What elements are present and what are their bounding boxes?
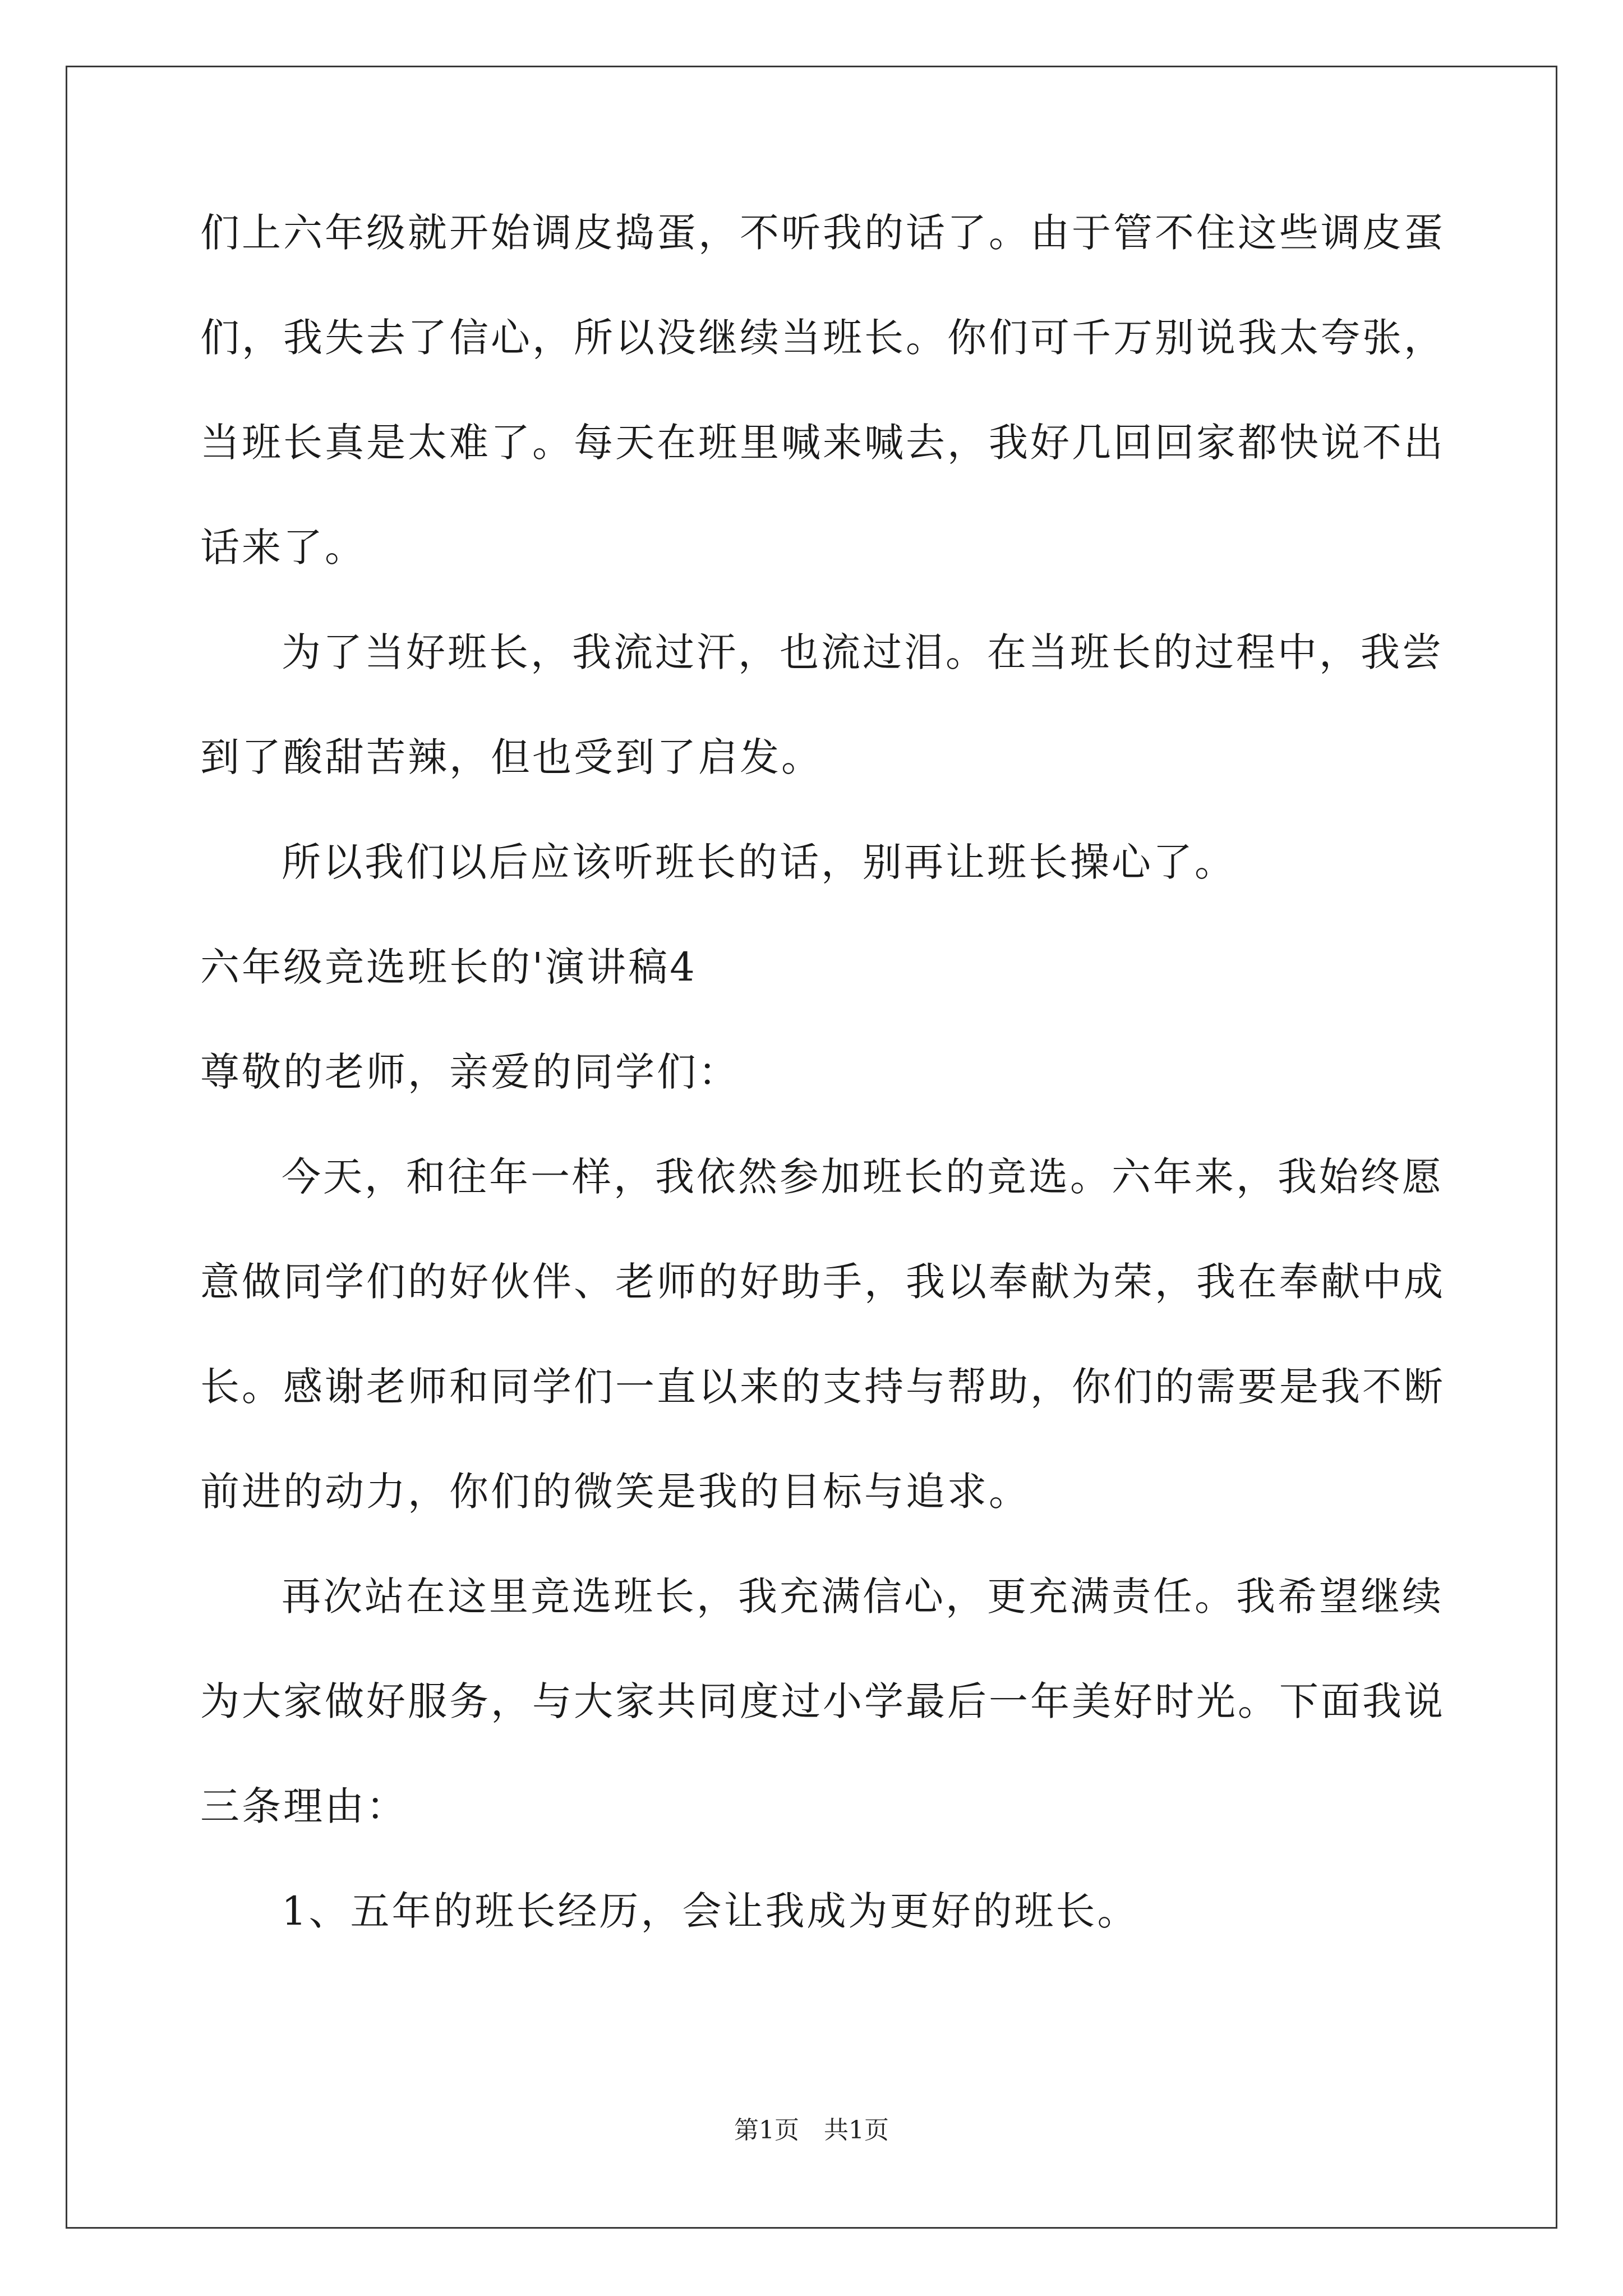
text-line: 们上六年级就开始调皮捣蛋，不听我的话了。由于管不住这些调皮蛋 [200,210,1445,256]
text-line: 到了酸甜苦辣，但也受到了启发。 [200,734,823,780]
text-line: 所以我们以后应该听班长的话，别再让班长操心了。 [282,839,1236,885]
text-line: 再次站在这里竞选班长，我充满信心，更充满责任。我希望继续 [282,1573,1444,1619]
text-line: 今天，和往年一样，我依然参加班长的竞选。六年来，我始终愿 [282,1154,1444,1200]
list-item: 1、五年的班长经历，会让我成为更好的班长。 [282,1888,1139,1934]
text-line: 前进的动力，你们的微笑是我的目标与追求。 [200,1469,1030,1515]
text-line: 当班长真是太难了。每天在班里喊来喊去，我好几回回家都快说不出 [200,420,1445,466]
text-line: 三条理由： [200,1783,408,1829]
text-line: 话来了。 [200,524,366,570]
text-line: 为了当好班长，我流过汗，也流过泪。在当班长的过程中，我尝 [282,629,1444,675]
salutation: 尊敬的老师，亲爱的同学们： [200,1049,740,1095]
page-number-footer: 第1页 共1页 [734,2116,889,2145]
text-line: 意做同学们的好伙伴、老师的好助手，我以奉献为荣，我在奉献中成 [200,1259,1445,1305]
text-line: 们，我失去了信心，所以没继续当班长。你们可千万别说我太夸张， [200,315,1445,361]
text-line: 为大家做好服务，与大家共同度过小学最后一年美好时光。下面我说 [200,1678,1445,1724]
text-line: 长。感谢老师和同学们一直以来的支持与帮助，你们的需要是我不断 [200,1364,1445,1410]
document-body [200,208,1445,1991]
section-heading: 六年级竞选班长的'演讲稿4 [200,944,697,990]
